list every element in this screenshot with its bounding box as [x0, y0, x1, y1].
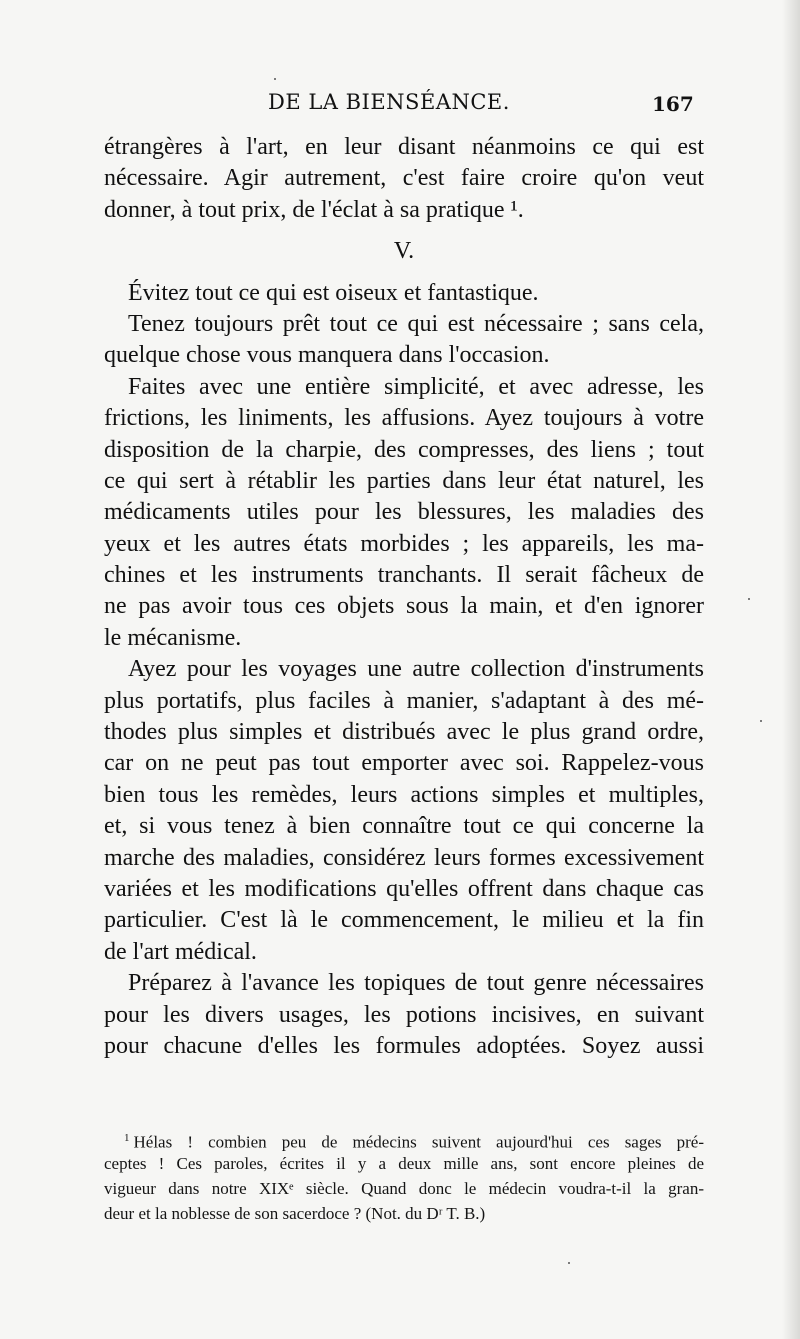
text-line: donner, à tout prix, de l'éclat à sa pratique ¹.	[104, 196, 524, 223]
text-line: chines et les instruments tranchants. Il serait fâcheux de	[104, 562, 704, 589]
text-line: pour les divers usages, les potions incisives, en suivant	[104, 1001, 704, 1028]
text-line: yeux et les autres états morbides ; les appareils, les ma-	[104, 530, 704, 557]
text-line: médicaments utiles pour les blessures, les maladies des	[104, 499, 704, 526]
text-line: frictions, les liniments, les affusions. Ayez toujours à votre	[104, 405, 704, 432]
section-heading: V.	[393, 238, 415, 265]
text-line: Évitez tout ce qui est oiseux et fantastique.	[128, 279, 539, 306]
footnote-marker: 1	[124, 1132, 130, 1144]
print-speck	[760, 720, 762, 722]
main-text	[104, 132, 704, 1062]
text-line: quelque chose vous manquera dans l'occasion.	[104, 342, 550, 369]
text-line: et, si vous tenez à bien connaître tout ce qui concerne la	[104, 813, 704, 840]
footnote-text: Hélas ! combien peu de médecins suivent aujourd'hui ces sages pré-	[133, 1132, 704, 1152]
text-line: marche des maladies, considérez leurs formes excessivement	[104, 844, 704, 871]
text-line: étrangères à l'art, en leur disant néanmoins ce qui est	[104, 134, 704, 160]
footnote-line: ceptes ! Ces paroles, écrites il y a deux mille ans, sont encore pleines de	[104, 1154, 704, 1173]
text-line: variées et les modifications qu'elles offrent dans chaque cas	[104, 875, 704, 902]
text-line: particulier. C'est là le commencement, le milieu et la fin	[104, 907, 704, 934]
text-line: plus portatifs, plus faciles à manier, s'adaptant à des mé-	[104, 687, 704, 714]
print-speck	[568, 1262, 570, 1264]
text-line: de l'art médical.	[104, 938, 257, 965]
text-line: disposition de la charpie, des compresses, des liens ; tout	[104, 436, 704, 463]
footnote-line	[104, 1126, 704, 1151]
text-line: Tenez toujours prêt tout ce qui est nécessaire ; sans cela,	[128, 310, 704, 337]
text-line: ce qui sert à rétablir les parties dans leur état naturel, les	[104, 467, 704, 494]
page-edge-shadow	[782, 0, 800, 1339]
page-header	[0, 86, 800, 120]
print-speck	[274, 78, 276, 80]
text-line: bien tous les remèdes, leurs actions simples et multiples,	[104, 781, 704, 808]
footnote-line: deur et la noblesse de son sacerdoce ? (Not. du Dʳ T. B.)	[104, 1204, 486, 1223]
running-title: DE LA BIENSÉANCE.	[268, 90, 510, 114]
text-line: Ayez pour les voyages une autre collection d'instruments	[128, 656, 704, 683]
print-speck	[748, 598, 750, 600]
footnote-line: vigueur dans notre XIXᵉ siècle. Quand donc le médecin voudra-t-il la gran-	[104, 1179, 704, 1198]
footnote	[104, 1126, 704, 1226]
page-number: 167	[652, 92, 694, 116]
text-line: nécessaire. Agir autrement, c'est faire croire qu'on veut	[104, 165, 704, 192]
text-line: car on ne peut pas tout emporter avec soi. Rappelez-vous	[104, 750, 704, 777]
text-line: thodes plus simples et distribués avec le plus grand ordre,	[104, 719, 704, 746]
text-line: Préparez à l'avance les topiques de tout genre nécessaires	[128, 970, 704, 997]
text-line: pour chacune d'elles les formules adoptées. Soyez aussi	[104, 1032, 704, 1059]
text-line: Faites avec une entière simplicité, et avec adresse, les	[128, 373, 704, 400]
text-line: ne pas avoir tous ces objets sous la main, et d'en ignorer	[104, 593, 704, 620]
text-line: le mécanisme.	[104, 624, 242, 651]
